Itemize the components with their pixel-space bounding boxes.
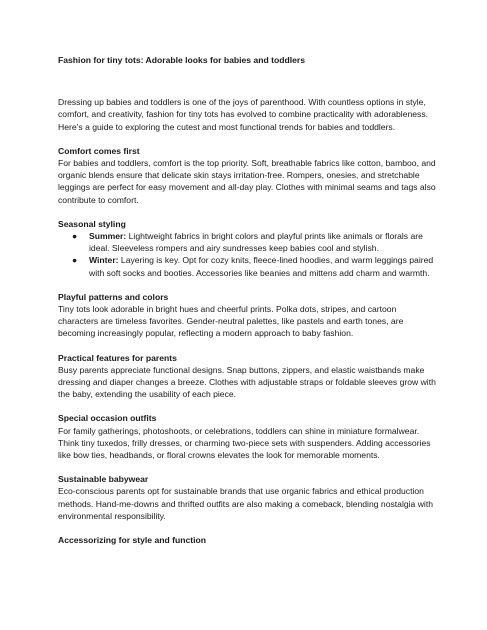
section-body: For family gatherings, photoshoots, or celebrations, toddlers can shine in miniature formalwear. Think tiny tuxedos, frilly dresses, or charming two-piece sets with suspenders. Adding accessories like bow ties, headbands, or floral crowns elevates the look for memorable moments. [58,425,431,461]
section-comfort [58,145,438,206]
section-heading: Special occasion outfits [58,413,157,424]
section-practical-features [58,352,438,401]
section-body: Tiny tots look adorable in bright hues and cheerful prints. Polka dots, stripes, and cartoon characters are timeless favorites. Gender-neutral palettes, like pastels and earth tones, are becoming increasingly popular, reflecting a modern approach to baby fashion. [58,304,404,339]
section-heading: Seasonal styling [58,218,126,229]
bullet-text: Lightweight fabrics in bright colors and playful prints like animals or florals are ideal. Sleeveless rompers and airy sundresses keep babies cool and stylish. [89,231,423,254]
section-playful-patterns [58,291,438,340]
section-heading: Sustainable babywear [58,474,149,485]
document-title: Fashion for tiny tots: Adorable looks for babies and toddlers [58,55,306,65]
section-accessorizing [58,534,438,546]
bullet-icon: ● [72,231,78,242]
bullet-label: Winter: [89,255,119,266]
section-body: Eco-conscious parents opt for sustainable brands that use organic fabrics and ethical production methods. Hand-me-downs and thrifted outfits are also making a comeback, blending nostalgia with environmental responsibility. [58,486,433,521]
section-special-occasion [58,412,438,461]
section-heading: Comfort comes first [58,145,140,156]
section-seasonal-styling [58,218,438,279]
section-body: Busy parents appreciate functional designs. Snap buttons, zippers, and elastic waistbands make dressing and diaper changes a breeze. Clothes with adjustable straps or foldable sleeves grow with the baby, extending the usability of each piece. [58,364,436,400]
bullet-icon: ● [72,255,78,266]
bullet-list [58,230,438,279]
section-sustainable-babywear [58,473,438,522]
section-heading: Accessorizing for style and function [58,535,207,546]
section-heading: Practical features for parents [58,352,177,363]
intro-paragraph: Dressing up babies and toddlers is one of the joys of parenthood. With countless options in style, comfort, and creativity, fashion for tiny tots has evolved to combine practicality with adorableness. Here’s a guide to exploring the cutest and most functional trends for babies and toddlers. [58,97,429,132]
section-body: For babies and toddlers, comfort is the top priority. Soft, breathable fabrics like cotton, bamboo, and organic blends ensure that delicate skin stays irritation-free. Rompers, onesies, and stretchable leggings are perfect for easy movement and all-day play. Clothes with minimal seams and tags also contribute to comfort. [58,158,436,205]
list-item [72,254,438,278]
bullet-text: Layering is key. Opt for cozy knits, fleece-lined hoodies, and warm leggings paired with soft socks and booties. Accessories like beanies and mittens add charm and warmth. [89,255,434,278]
bullet-label: Summer: [89,231,127,242]
list-item [72,230,438,254]
section-heading: Playful patterns and colors [58,291,169,302]
document-page [58,50,438,546]
